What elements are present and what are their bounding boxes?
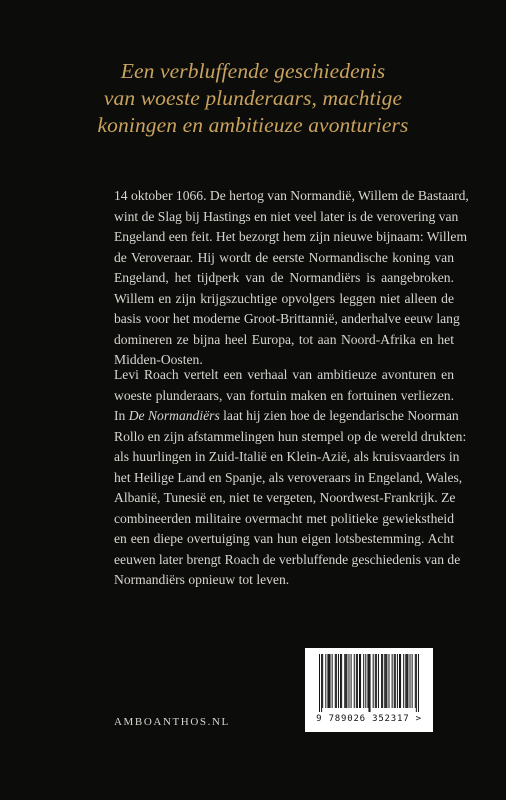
blurb-paragraph-2 [114, 365, 467, 591]
barcode-bar [359, 654, 360, 708]
barcode-bar [392, 654, 393, 708]
barcode-bar [322, 654, 323, 708]
barcode-bar [341, 654, 342, 708]
tagline-line-3: koningen en ambitieuze avonturiers [97, 113, 409, 137]
barcode-bar [327, 654, 328, 708]
barcode-bar [348, 654, 349, 708]
isbn-barcode [305, 648, 433, 732]
barcode-bar [376, 654, 377, 708]
barcode-bar [325, 654, 326, 708]
barcode-bar [373, 654, 374, 708]
barcode-bar [328, 654, 329, 708]
barcode-bar [416, 654, 417, 712]
barcode-bar [367, 654, 368, 708]
blurb-line: en een diepe overtuiging van hun eigen lotsbestemming. Acht [114, 531, 454, 546]
blurb-line: Midden-Oosten. [114, 352, 203, 367]
barcode-bar [357, 654, 358, 708]
tagline-line-2: van woeste plunderaars, machtige [103, 86, 403, 110]
barcode-bar [375, 654, 376, 708]
barcode-bar [363, 654, 364, 708]
publisher-url: AMBOANTHOS.NL [114, 716, 230, 728]
barcode-bar [381, 654, 382, 708]
barcode-bar [384, 654, 385, 708]
barcode-bar [412, 654, 413, 708]
blurb-line: wint de Slag bij Hastings en niet veel later is de verovering van [114, 208, 459, 224]
barcode-bar [399, 654, 400, 708]
barcode-bar [410, 654, 411, 708]
barcode-bar [365, 654, 366, 708]
barcode-bar [403, 654, 404, 708]
barcode-bar [406, 654, 407, 708]
barcode-bar [340, 654, 341, 708]
barcode-bar [345, 654, 346, 708]
barcode-bar [382, 654, 383, 708]
barcode-bar [354, 654, 355, 708]
blurb-line: Engeland, het tijdperk van de Normandiërs is aangebroken. [114, 270, 454, 285]
blurb-line: basis voor het moderne Groot-Brittannië, anderhalve eeuw lang [114, 311, 460, 326]
blurb-line: Rollo en zijn afstammelingen hun stempel op de wereld drukten: [114, 428, 467, 444]
blurb-line: Levi Roach vertelt een verhaal van ambitieuze avonturen en [114, 367, 454, 382]
barcode-bar [378, 654, 379, 708]
book-title-italic: De Normandiërs [128, 408, 220, 423]
barcode-bar [319, 654, 320, 712]
blurb-line: combineerden militaire overmacht met politieke gewiekstheid [114, 510, 454, 526]
barcode-bars [319, 654, 419, 712]
barcode-bar [360, 654, 361, 708]
blurb-line: Normandiërs opnieuw tot leven. [114, 572, 290, 587]
barcode-bar [338, 654, 339, 708]
blurb-line: het Heilige Land en Spanje, als veroveraars in Engeland, Wales, [114, 469, 463, 485]
barcode-bar [394, 654, 395, 708]
blurb-line: domineren ze bijna heel Europa, tot aan Noord-Afrika en het [114, 331, 454, 347]
tagline-line-1: Een verbluffende geschiedenis [120, 59, 386, 83]
barcode-bar [418, 654, 419, 712]
barcode-bar [388, 654, 389, 708]
barcode-bar [344, 654, 345, 708]
blurb-line: Albanië, Tunesië en, niet te vergeten, Noordwest-Frankrijk. Ze [114, 490, 456, 505]
blurb-line: 14 oktober 1066. De hertog van Normandië, Willem de Bastaard, [114, 188, 469, 203]
blurb-line: Willem en zijn krijgszuchtige opvolgers leggen niet alleen de [114, 290, 454, 306]
barcode-bar [346, 654, 347, 708]
barcode-bar [400, 654, 401, 708]
barcode-bar [332, 654, 333, 708]
tagline [40, 58, 466, 139]
barcode-bar [386, 654, 387, 708]
barcode-bar [330, 654, 331, 708]
barcode-bar [368, 654, 369, 712]
blurb-paragraph-1 [114, 186, 469, 371]
barcode-bar [407, 654, 408, 708]
barcode-bar [336, 654, 337, 708]
blurb-text: In [114, 408, 129, 423]
barcode-bar [415, 654, 416, 708]
barcode-bar [370, 654, 371, 712]
blurb-line: de Veroveraar. Hij wordt de eerste Normandische koning van [114, 249, 454, 265]
blurb-line-with-title [114, 406, 459, 427]
barcode-bar [385, 654, 386, 708]
barcode-bar [335, 654, 336, 708]
barcode-bar [397, 654, 398, 708]
blurb-text: laat hij zien hoe de legendarische Noorman [219, 408, 459, 423]
barcode-bar [395, 654, 396, 708]
barcode-bar [356, 654, 357, 708]
barcode-bar [351, 654, 352, 708]
isbn-digits: 9 789026 352317 > [316, 714, 422, 724]
blurb-line: Engeland een feit. Het bezorgt hem zijn nieuwe bijnaam: Willem [114, 229, 468, 244]
blurb-line: als huurlingen in Zuid-Italië en Klein-Azië, als kruisvaarders in [114, 449, 460, 464]
blurb-line: woeste plunderaars, van fortuin maken en fortuinen verliezen. [114, 387, 454, 403]
barcode-bar [405, 654, 406, 708]
barcode-bar [321, 654, 322, 712]
blurb-line: eeuwen later brengt Roach de verbluffende geschiedenis van de [114, 551, 461, 567]
